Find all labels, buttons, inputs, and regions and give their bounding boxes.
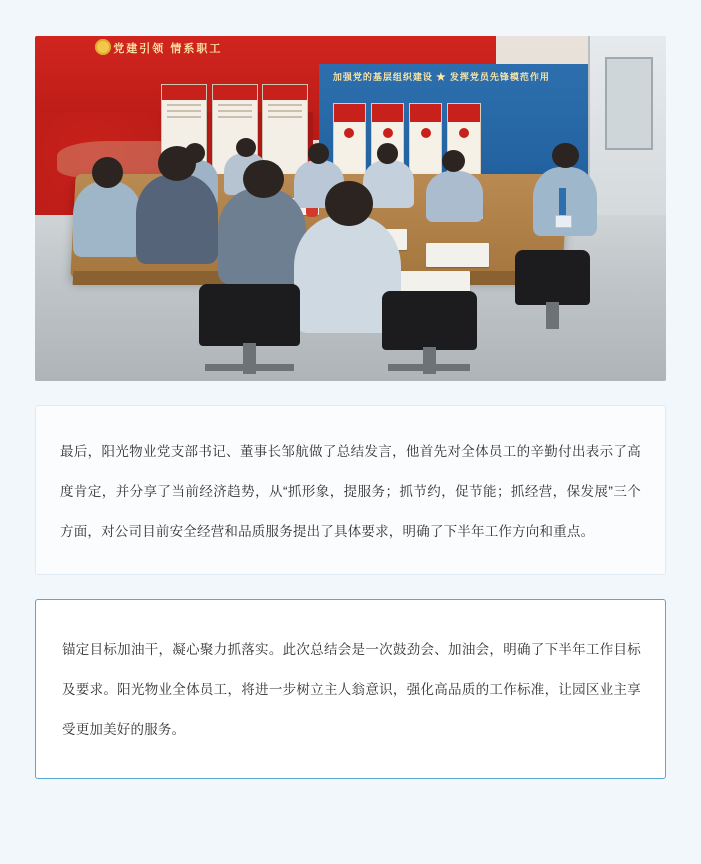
party-emblem-icon — [344, 128, 354, 138]
board-card-cap — [372, 104, 403, 122]
summary-paragraph-card — [35, 405, 666, 575]
poster-line — [218, 104, 252, 106]
party-emblem-icon — [459, 128, 469, 138]
office-chair — [199, 284, 300, 346]
poster-line — [218, 116, 252, 118]
lanyard — [559, 188, 567, 216]
window-frame — [605, 57, 653, 151]
poster-header — [162, 85, 206, 99]
party-emblem-icon — [421, 128, 431, 138]
poster-line — [268, 104, 302, 106]
poster-header — [263, 85, 307, 99]
board-card-cap — [448, 104, 479, 122]
poster-line — [268, 116, 302, 118]
summary-paragraph-text: 最后，阳光物业党支部书记、董事长邹航做了总结发言，他首先对全体员工的辛勤付出表示了高度肯定，并分享了当前经济趋势，从“抓形象，提服务；抓节约，促节能；抓经营，保发展”三个方面，对公司目前安全经营和品质服务提出了具体要求，明确了下半年工作方向和重点。 — [60, 444, 641, 539]
highlight-paragraph-text: 锚定目标加油干，凝心聚力抓落实。此次总结会是一次鼓劲会、加油会，明确了下半年工作目标及要求。阳光物业全体员工，将进一步树立主人翁意识，强化高品质的工作标准，让园区业主享受更加美好的服务。 — [62, 642, 641, 737]
photo-content — [35, 36, 666, 381]
party-emblem-icon — [383, 128, 393, 138]
attendee-head — [92, 157, 124, 188]
attendee-head — [325, 181, 372, 226]
attendee-head — [243, 160, 283, 198]
attendee-head — [236, 138, 256, 157]
notebook — [426, 243, 489, 267]
party-emblem-icon — [95, 39, 111, 55]
poster-line — [167, 104, 201, 106]
highlight-paragraph-card — [35, 599, 666, 779]
poster-line — [218, 110, 252, 112]
chair-base — [205, 364, 293, 371]
poster-line — [167, 116, 201, 118]
poster-header — [213, 85, 257, 99]
attendee-head — [308, 143, 329, 164]
attendee-head — [377, 143, 398, 164]
attendee-head — [158, 146, 196, 181]
board-card-cap — [334, 104, 365, 122]
badge — [555, 215, 572, 227]
attendee-back — [73, 181, 142, 257]
meeting-room-photo — [35, 36, 666, 381]
attendee — [426, 171, 483, 223]
office-chair — [515, 250, 591, 305]
attendee-back — [136, 174, 218, 264]
attendee-head — [442, 150, 465, 172]
chair-base — [388, 364, 470, 371]
chair-leg — [546, 302, 559, 330]
office-chair — [382, 291, 477, 350]
blue-board-title: 加强党的基层组织建设 ★ 发挥党员先锋模范作用 — [332, 71, 550, 82]
banner-title: 党建引领 情系职工 — [113, 43, 223, 56]
poster-line — [268, 110, 302, 112]
poster-line — [167, 110, 201, 112]
board-card-cap — [410, 104, 441, 122]
